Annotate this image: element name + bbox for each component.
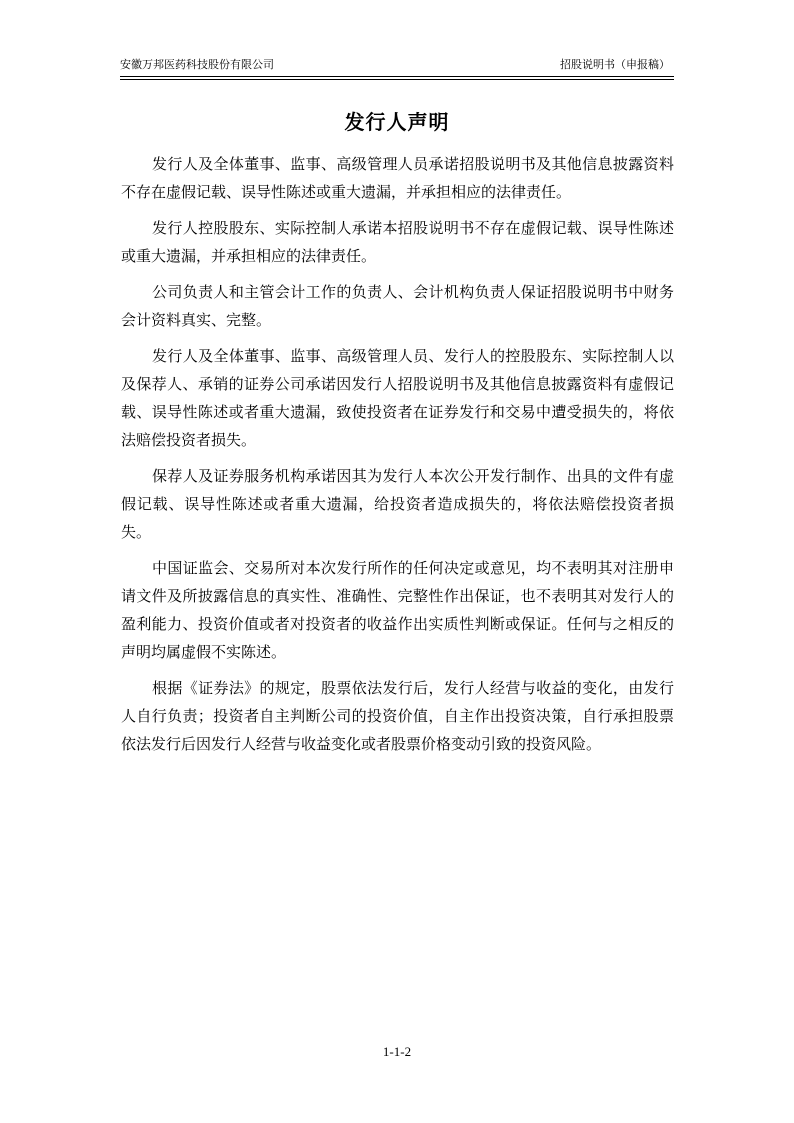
paragraph: 保荐人及证券服务机构承诺因其为发行人本次公开发行制作、出具的文件有虚假记载、误导性陈述或者重大遗漏，给投资者造成损失的，将依法赔偿投资者损失。: [121, 467, 674, 541]
paragraph: 中国证监会、交易所对本次发行所作的任何决定或意见，均不表明其对注册申请文件及所披露信息的真实性、准确性、完整性作出保证，也不表明其对发行人的盈利能力、投资价值或者对投资者的收益作出实质性判断或保证。任何与之相反的声明均属虚假不实陈述。: [121, 559, 674, 661]
statement-body: [121, 150, 674, 766]
page-number: 1-1-2: [382, 1044, 412, 1059]
page-header: [120, 56, 674, 77]
paragraph: 发行人及全体董事、监事、高级管理人员、发行人的控股股东、实际控制人以及保荐人、承销的证券公司承诺因发行人招股说明书及其他信息披露资料有虚假记载、误导性陈述或者重大遗漏，致使投资者在证券发行和交易中遭受损失的，将依法赔偿投资者损失。: [121, 347, 674, 449]
header-company-name: 安徽万邦医药科技股份有限公司: [120, 58, 274, 71]
paragraph: 发行人及全体董事、监事、高级管理人员承诺招股说明书及其他信息披露资料不存在虚假记载、误导性陈述或重大遗漏，并承担相应的法律责任。: [121, 155, 674, 201]
header-document-name: 招股说明书（申报稿）: [560, 58, 670, 71]
header-divider: [120, 79, 674, 80]
page-title: 发行人声明: [344, 110, 450, 134]
paragraph: 发行人控股股东、实际控制人承诺本招股说明书不存在虚假记载、误导性陈述或重大遗漏，并承担相应的法律责任。: [121, 219, 674, 265]
paragraph: 根据《证券法》的规定，股票依法发行后，发行人经营与收益的变化，由发行人自行负责；投资者自主判断公司的投资价值，自主作出投资决策，自行承担股票依法发行后因发行人经营与收益变化或者股票价格变动引致的投资风险。: [121, 679, 674, 753]
paragraph: 公司负责人和主管会计工作的负责人、会计机构负责人保证招股说明书中财务会计资料真实、完整。: [121, 283, 674, 329]
